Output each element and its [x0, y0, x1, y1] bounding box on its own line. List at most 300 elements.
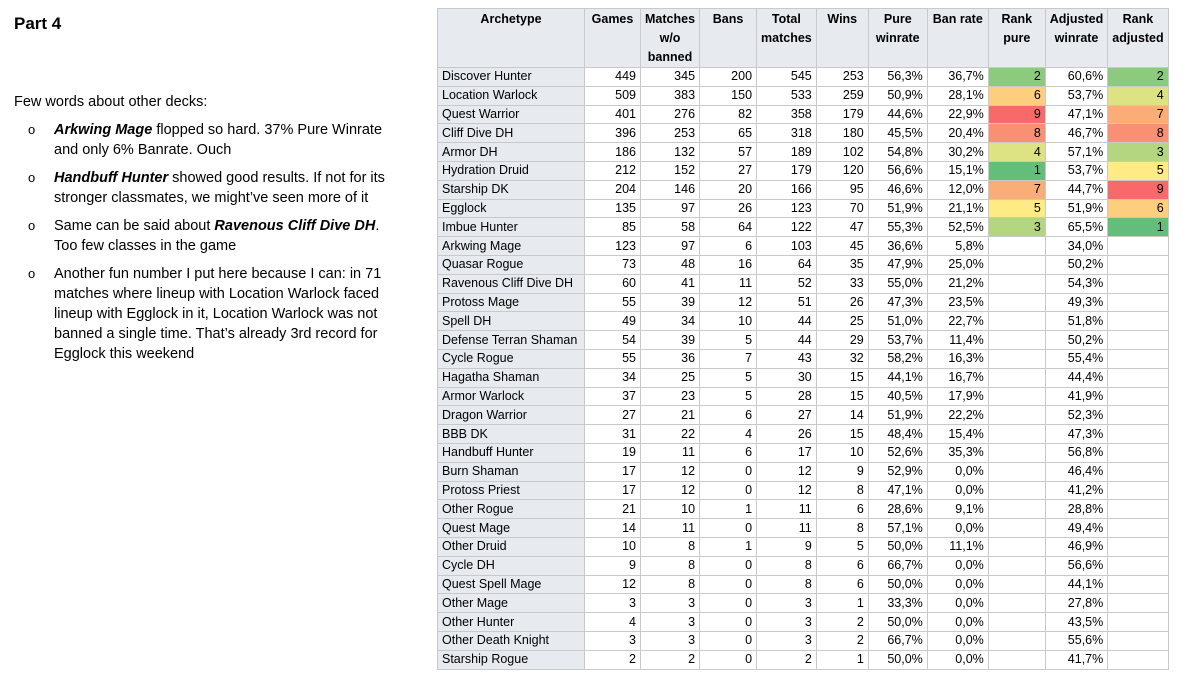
matches-without-banned-cell: 48 — [641, 255, 700, 274]
bullet-icon: o — [28, 170, 36, 185]
rank-pure-cell: 6 — [988, 86, 1045, 105]
matches-without-banned-cell: 146 — [641, 180, 700, 199]
adjusted-winrate-cell: 65,5% — [1045, 218, 1107, 237]
bans-cell: 6 — [700, 443, 757, 462]
part-title: Part 4 — [14, 14, 62, 33]
bans-cell: 16 — [700, 255, 757, 274]
matches-without-banned-cell: 25 — [641, 368, 700, 387]
bans-cell: 6 — [700, 406, 757, 425]
adjusted-winrate-cell: 46,4% — [1045, 462, 1107, 481]
column-header — [868, 9, 927, 68]
rank-adjusted-cell — [1108, 519, 1168, 538]
archetype-cell: Location Warlock — [438, 86, 585, 105]
ban-rate-cell: 0,0% — [927, 594, 988, 613]
total-matches-cell: 3 — [757, 594, 817, 613]
games-cell: 55 — [585, 349, 641, 368]
wins-cell: 15 — [816, 387, 868, 406]
total-matches-cell: 43 — [757, 349, 817, 368]
matches-without-banned-cell: 3 — [641, 613, 700, 632]
bans-cell: 7 — [700, 349, 757, 368]
column-header-line: Wins — [827, 12, 858, 26]
games-cell: 123 — [585, 237, 641, 256]
rank-pure-cell — [988, 331, 1045, 350]
table-row — [438, 105, 1169, 124]
ban-rate-cell: 36,7% — [927, 68, 988, 87]
pure-winrate-cell: 50,0% — [868, 613, 927, 632]
wins-cell: 45 — [816, 237, 868, 256]
bans-cell: 0 — [700, 613, 757, 632]
games-cell: 27 — [585, 406, 641, 425]
ban-rate-cell: 0,0% — [927, 462, 988, 481]
matches-without-banned-cell: 276 — [641, 105, 700, 124]
matches-without-banned-cell: 345 — [641, 68, 700, 87]
adjusted-winrate-cell: 51,8% — [1045, 312, 1107, 331]
games-cell: 73 — [585, 255, 641, 274]
matches-without-banned-cell: 2 — [641, 650, 700, 669]
adjusted-winrate-cell: 44,1% — [1045, 575, 1107, 594]
archetype-cell: Protoss Mage — [438, 293, 585, 312]
games-cell: 204 — [585, 180, 641, 199]
rank-adjusted-cell — [1108, 613, 1168, 632]
rank-pure-cell — [988, 594, 1045, 613]
games-cell: 17 — [585, 481, 641, 500]
ban-rate-cell: 17,9% — [927, 387, 988, 406]
table-row — [438, 631, 1169, 650]
note-item — [14, 264, 404, 364]
column-header-line: Rank — [1001, 12, 1033, 26]
rank-adjusted-cell — [1108, 349, 1168, 368]
notes-list — [14, 120, 404, 364]
bans-cell: 0 — [700, 650, 757, 669]
rank-adjusted-cell — [1108, 443, 1168, 462]
pure-winrate-cell: 47,1% — [868, 481, 927, 500]
pure-winrate-cell: 57,1% — [868, 519, 927, 538]
table-row — [438, 556, 1169, 575]
games-cell: 509 — [585, 86, 641, 105]
wins-cell: 2 — [816, 613, 868, 632]
games-cell: 2 — [585, 650, 641, 669]
ban-rate-cell: 0,0% — [927, 575, 988, 594]
archetype-cell: Cliff Dive DH — [438, 124, 585, 143]
total-matches-cell: 103 — [757, 237, 817, 256]
ban-rate-cell: 21,2% — [927, 274, 988, 293]
rank-adjusted-cell — [1108, 575, 1168, 594]
rank-pure-cell: 1 — [988, 161, 1045, 180]
total-matches-cell: 2 — [757, 650, 817, 669]
adjusted-winrate-cell: 56,6% — [1045, 556, 1107, 575]
ban-rate-cell: 0,0% — [927, 481, 988, 500]
rank-adjusted-cell — [1108, 500, 1168, 519]
column-header-line: winrate — [1054, 31, 1099, 45]
bans-cell: 0 — [700, 462, 757, 481]
ban-rate-cell: 22,7% — [927, 312, 988, 331]
pure-winrate-cell: 45,5% — [868, 124, 927, 143]
table-row — [438, 68, 1169, 87]
archetype-cell: Starship Rogue — [438, 650, 585, 669]
archetype-cell: Armor DH — [438, 143, 585, 162]
matches-without-banned-cell: 22 — [641, 425, 700, 444]
pure-winrate-cell: 51,9% — [868, 199, 927, 218]
pure-winrate-cell: 52,9% — [868, 462, 927, 481]
games-cell: 9 — [585, 556, 641, 575]
pure-winrate-cell: 50,0% — [868, 537, 927, 556]
archetype-cell: Quest Mage — [438, 519, 585, 538]
wins-cell: 29 — [816, 331, 868, 350]
archetype-cell: Spell DH — [438, 312, 585, 331]
pure-winrate-cell: 48,4% — [868, 425, 927, 444]
wins-cell: 1 — [816, 650, 868, 669]
bans-cell: 1 — [700, 500, 757, 519]
table-row — [438, 650, 1169, 669]
wins-cell: 2 — [816, 631, 868, 650]
matches-without-banned-cell: 10 — [641, 500, 700, 519]
pure-winrate-cell: 53,7% — [868, 331, 927, 350]
archetype-cell: Quasar Rogue — [438, 255, 585, 274]
rank-adjusted-cell: 2 — [1108, 68, 1168, 87]
rank-adjusted-cell: 3 — [1108, 143, 1168, 162]
rank-adjusted-cell — [1108, 255, 1168, 274]
bans-cell: 65 — [700, 124, 757, 143]
column-header-line: Pure — [883, 12, 912, 26]
pure-winrate-cell: 56,3% — [868, 68, 927, 87]
bans-cell: 0 — [700, 481, 757, 500]
total-matches-cell: 123 — [757, 199, 817, 218]
games-cell: 19 — [585, 443, 641, 462]
rank-adjusted-cell — [1108, 274, 1168, 293]
pure-winrate-cell: 55,3% — [868, 218, 927, 237]
wins-cell: 25 — [816, 312, 868, 331]
ban-rate-cell: 16,7% — [927, 368, 988, 387]
pure-winrate-cell: 51,9% — [868, 406, 927, 425]
pure-winrate-cell: 51,0% — [868, 312, 927, 331]
archetype-cell: Discover Hunter — [438, 68, 585, 87]
games-cell: 34 — [585, 368, 641, 387]
pure-winrate-cell: 33,3% — [868, 594, 927, 613]
matches-without-banned-cell: 11 — [641, 443, 700, 462]
ban-rate-cell: 23,5% — [927, 293, 988, 312]
bans-cell: 200 — [700, 68, 757, 87]
rank-pure-cell — [988, 293, 1045, 312]
rank-pure-cell — [988, 237, 1045, 256]
bans-cell: 10 — [700, 312, 757, 331]
ban-rate-cell: 11,1% — [927, 537, 988, 556]
table-row — [438, 368, 1169, 387]
total-matches-cell: 533 — [757, 86, 817, 105]
bans-cell: 5 — [700, 331, 757, 350]
total-matches-cell: 44 — [757, 331, 817, 350]
rank-pure-cell — [988, 425, 1045, 444]
archetype-cell: Cycle Rogue — [438, 349, 585, 368]
pure-winrate-cell: 47,9% — [868, 255, 927, 274]
table-row — [438, 594, 1169, 613]
ban-rate-cell: 25,0% — [927, 255, 988, 274]
total-matches-cell: 166 — [757, 180, 817, 199]
rank-pure-cell — [988, 519, 1045, 538]
rank-pure-cell — [988, 349, 1045, 368]
archetype-cell: Dragon Warrior — [438, 406, 585, 425]
rank-adjusted-cell: 7 — [1108, 105, 1168, 124]
games-cell: 17 — [585, 462, 641, 481]
adjusted-winrate-cell: 47,1% — [1045, 105, 1107, 124]
rank-adjusted-cell — [1108, 406, 1168, 425]
adjusted-winrate-cell: 60,6% — [1045, 68, 1107, 87]
bans-cell: 5 — [700, 368, 757, 387]
rank-adjusted-cell — [1108, 425, 1168, 444]
archetype-cell: Other Druid — [438, 537, 585, 556]
games-cell: 3 — [585, 631, 641, 650]
games-cell: 37 — [585, 387, 641, 406]
pure-winrate-cell: 54,8% — [868, 143, 927, 162]
rank-adjusted-cell — [1108, 237, 1168, 256]
wins-cell: 8 — [816, 519, 868, 538]
games-cell: 55 — [585, 293, 641, 312]
total-matches-cell: 28 — [757, 387, 817, 406]
ban-rate-cell: 9,1% — [927, 500, 988, 519]
table-row — [438, 199, 1169, 218]
column-header — [1108, 9, 1168, 68]
archetype-cell: Other Rogue — [438, 500, 585, 519]
rank-pure-cell — [988, 462, 1045, 481]
archetype-cell: Cycle DH — [438, 556, 585, 575]
pure-winrate-cell: 36,6% — [868, 237, 927, 256]
archetype-cell: Starship DK — [438, 180, 585, 199]
rank-adjusted-cell: 1 — [1108, 218, 1168, 237]
matches-without-banned-cell: 12 — [641, 462, 700, 481]
matches-without-banned-cell: 11 — [641, 519, 700, 538]
column-header-line: Bans — [712, 12, 744, 26]
adjusted-winrate-cell: 55,6% — [1045, 631, 1107, 650]
rank-adjusted-cell — [1108, 312, 1168, 331]
wins-cell: 5 — [816, 537, 868, 556]
bans-cell: 82 — [700, 105, 757, 124]
rank-pure-cell — [988, 631, 1045, 650]
rank-adjusted-cell — [1108, 462, 1168, 481]
adjusted-winrate-cell: 46,9% — [1045, 537, 1107, 556]
wins-cell: 253 — [816, 68, 868, 87]
table-row — [438, 255, 1169, 274]
total-matches-cell: 52 — [757, 274, 817, 293]
column-header-line: Rank — [1122, 12, 1154, 26]
total-matches-cell: 27 — [757, 406, 817, 425]
note-text: Another fun number I put here because I can: in 71 matches where lineup with Location Warlock faced lineup with Egglock in it, Location Warlock was not banned a single time. That’s already 3rd record for Egglock this weekend — [54, 266, 382, 362]
rank-adjusted-cell: 5 — [1108, 161, 1168, 180]
ban-rate-cell: 0,0% — [927, 631, 988, 650]
archetype-cell: Armor Warlock — [438, 387, 585, 406]
rank-pure-cell: 2 — [988, 68, 1045, 87]
column-header-line: Ban rate — [932, 12, 983, 26]
note-item — [14, 168, 404, 208]
ban-rate-cell: 16,3% — [927, 349, 988, 368]
ban-rate-cell: 11,4% — [927, 331, 988, 350]
adjusted-winrate-cell: 41,7% — [1045, 650, 1107, 669]
column-header — [927, 9, 988, 68]
table-row — [438, 237, 1169, 256]
note-item — [14, 120, 404, 160]
table-row — [438, 86, 1169, 105]
total-matches-cell: 12 — [757, 462, 817, 481]
archetype-cell: Egglock — [438, 199, 585, 218]
matches-without-banned-cell: 36 — [641, 349, 700, 368]
total-matches-cell: 64 — [757, 255, 817, 274]
wins-cell: 102 — [816, 143, 868, 162]
pure-winrate-cell: 40,5% — [868, 387, 927, 406]
archetype-cell: Hydration Druid — [438, 161, 585, 180]
matches-without-banned-cell: 97 — [641, 237, 700, 256]
ban-rate-cell: 35,3% — [927, 443, 988, 462]
adjusted-winrate-cell: 41,2% — [1045, 481, 1107, 500]
wins-cell: 6 — [816, 575, 868, 594]
archetype-cell: Defense Terran Shaman — [438, 331, 585, 350]
bans-cell: 1 — [700, 537, 757, 556]
bullet-icon: o — [28, 218, 36, 233]
column-header-line: adjusted — [1112, 31, 1164, 45]
table-row — [438, 462, 1169, 481]
rank-adjusted-cell — [1108, 331, 1168, 350]
bans-cell: 5 — [700, 387, 757, 406]
total-matches-cell: 30 — [757, 368, 817, 387]
matches-without-banned-cell: 41 — [641, 274, 700, 293]
rank-adjusted-cell: 9 — [1108, 180, 1168, 199]
column-header-line: winrate — [875, 31, 920, 45]
total-matches-cell: 189 — [757, 143, 817, 162]
total-matches-cell: 9 — [757, 537, 817, 556]
pure-winrate-cell: 66,7% — [868, 631, 927, 650]
total-matches-cell: 51 — [757, 293, 817, 312]
wins-cell: 120 — [816, 161, 868, 180]
column-header-line: Games — [591, 12, 634, 26]
games-cell: 14 — [585, 519, 641, 538]
rank-adjusted-cell — [1108, 594, 1168, 613]
pure-winrate-cell: 52,6% — [868, 443, 927, 462]
matches-without-banned-cell: 58 — [641, 218, 700, 237]
bans-cell: 4 — [700, 425, 757, 444]
bans-cell: 11 — [700, 274, 757, 293]
wins-cell: 14 — [816, 406, 868, 425]
pure-winrate-cell: 44,6% — [868, 105, 927, 124]
adjusted-winrate-cell: 53,7% — [1045, 86, 1107, 105]
adjusted-winrate-cell: 49,4% — [1045, 519, 1107, 538]
rank-adjusted-cell — [1108, 293, 1168, 312]
wins-cell: 95 — [816, 180, 868, 199]
note-text: Same can be said about — [54, 218, 215, 234]
total-matches-cell: 179 — [757, 161, 817, 180]
bans-cell: 26 — [700, 199, 757, 218]
table-row — [438, 218, 1169, 237]
bans-cell: 0 — [700, 594, 757, 613]
matches-without-banned-cell: 253 — [641, 124, 700, 143]
rank-adjusted-cell: 6 — [1108, 199, 1168, 218]
wins-cell: 15 — [816, 368, 868, 387]
matches-without-banned-cell: 132 — [641, 143, 700, 162]
adjusted-winrate-cell: 57,1% — [1045, 143, 1107, 162]
matches-without-banned-cell: 97 — [641, 199, 700, 218]
bans-cell: 64 — [700, 218, 757, 237]
archetype-cell: Ravenous Cliff Dive DH — [438, 274, 585, 293]
bans-cell: 150 — [700, 86, 757, 105]
wins-cell: 26 — [816, 293, 868, 312]
column-header-line: banned — [647, 50, 693, 64]
rank-pure-cell — [988, 556, 1045, 575]
table-row — [438, 143, 1169, 162]
total-matches-cell: 26 — [757, 425, 817, 444]
ban-rate-cell: 22,9% — [927, 105, 988, 124]
rank-adjusted-cell — [1108, 368, 1168, 387]
rank-adjusted-cell — [1108, 481, 1168, 500]
ban-rate-cell: 0,0% — [927, 613, 988, 632]
matches-without-banned-cell: 8 — [641, 556, 700, 575]
rank-pure-cell: 9 — [988, 105, 1045, 124]
wins-cell: 32 — [816, 349, 868, 368]
matches-without-banned-cell: 3 — [641, 631, 700, 650]
ban-rate-cell: 21,1% — [927, 199, 988, 218]
column-header — [757, 9, 817, 68]
table-body — [438, 68, 1169, 670]
table-row — [438, 406, 1169, 425]
pure-winrate-cell: 50,9% — [868, 86, 927, 105]
bans-cell: 27 — [700, 161, 757, 180]
adjusted-winrate-cell: 50,2% — [1045, 255, 1107, 274]
table-row — [438, 274, 1169, 293]
ban-rate-cell: 22,2% — [927, 406, 988, 425]
rank-adjusted-cell — [1108, 631, 1168, 650]
total-matches-cell: 545 — [757, 68, 817, 87]
archetype-cell: BBB DK — [438, 425, 585, 444]
column-header — [1045, 9, 1107, 68]
total-matches-cell: 318 — [757, 124, 817, 143]
wins-cell: 9 — [816, 462, 868, 481]
note-text: . Too few classes in the game — [54, 218, 380, 254]
rank-pure-cell — [988, 312, 1045, 331]
adjusted-winrate-cell: 51,9% — [1045, 199, 1107, 218]
matches-without-banned-cell: 152 — [641, 161, 700, 180]
bans-cell: 0 — [700, 556, 757, 575]
games-cell: 3 — [585, 594, 641, 613]
bans-cell: 0 — [700, 631, 757, 650]
archetype-cell: Handbuff Hunter — [438, 443, 585, 462]
bullet-icon: o — [28, 266, 36, 281]
wins-cell: 6 — [816, 556, 868, 575]
pure-winrate-cell: 46,6% — [868, 180, 927, 199]
pure-winrate-cell: 50,0% — [868, 575, 927, 594]
matches-without-banned-cell: 12 — [641, 481, 700, 500]
stats-table-container — [437, 8, 1169, 670]
ban-rate-cell: 5,8% — [927, 237, 988, 256]
total-matches-cell: 3 — [757, 613, 817, 632]
archetype-cell: Hagatha Shaman — [438, 368, 585, 387]
rank-pure-cell: 7 — [988, 180, 1045, 199]
ban-rate-cell: 15,4% — [927, 425, 988, 444]
table-row — [438, 161, 1169, 180]
games-cell: 4 — [585, 613, 641, 632]
rank-adjusted-cell — [1108, 556, 1168, 575]
rank-pure-cell — [988, 255, 1045, 274]
adjusted-winrate-cell: 52,3% — [1045, 406, 1107, 425]
pure-winrate-cell: 55,0% — [868, 274, 927, 293]
column-header — [988, 9, 1045, 68]
pure-winrate-cell: 47,3% — [868, 293, 927, 312]
notes-intro: Few words about other decks: — [14, 94, 208, 110]
rank-pure-cell — [988, 613, 1045, 632]
column-header-line: Archetype — [480, 12, 542, 26]
note-deck-name: Arkwing Mage — [54, 122, 153, 138]
column-header — [641, 9, 700, 68]
games-cell: 10 — [585, 537, 641, 556]
total-matches-cell: 12 — [757, 481, 817, 500]
ban-rate-cell: 0,0% — [927, 556, 988, 575]
wins-cell: 10 — [816, 443, 868, 462]
games-cell: 21 — [585, 500, 641, 519]
column-header — [816, 9, 868, 68]
